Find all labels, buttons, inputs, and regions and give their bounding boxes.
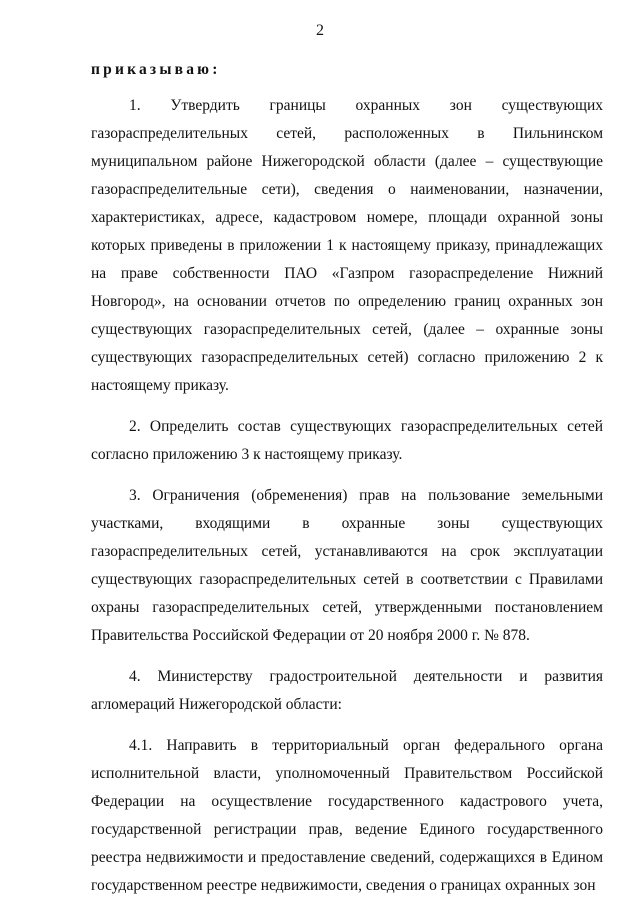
order-heading: приказываю: bbox=[91, 61, 221, 78]
paragraph-4: 4. Министерству градостроительной деятельности и развития агломераций Нижегородской области: bbox=[91, 668, 603, 713]
paragraph-2: 2. Определить состав существующих газораспределительных сетей согласно приложению 3 к настоящему приказу. bbox=[91, 418, 603, 463]
paragraph-1: 1. Утвердить границы охранных зон существующих газораспределительных сетей, расположенных в Пильнинском муниципальном районе Нижегородской области (далее – существующие газораспределительные сети), сведения о наименовании, назначении, характеристиках, адресе, кадастровом номере, площади охранной зоны которых приведены в приложении 1 к настоящему приказу, принадлежащих на праве собственности ПАО «Газпром газораспределение Нижний Новгород», на основании отчетов по определению границ охранных зон существующих газораспределительных сетей, (далее – охранные зоны существующих газораспределительных сетей) согласно приложению 2 к настоящему приказу. bbox=[91, 97, 603, 394]
paragraph-3: 3. Ограничения (обременения) прав на пользование земельными участками, входящими в охранные зоны существующих газораспределительных сетей, устанавливаются на срок эксплуатации существующих газораспределительных сетей в соответствии с Правилами охраны газораспределительных сетей, утвержденными постановлением Правительства Российской Федерации от 20 ноября 2000 г. № 878. bbox=[91, 487, 603, 644]
document-body bbox=[91, 92, 603, 900]
paragraph-4-1: 4.1. Направить в территориальный орган федерального органа исполнительной власти, уполномоченный Правительством Российской Федерации на осуществление государственного кадастрового учета, государственной регистрации прав, ведение Единого государственного реестра недвижимости и предоставление сведений, содержащихся в Едином государственном реестре недвижимости, сведения о границах охранных зон bbox=[91, 737, 603, 894]
page-number: 2 bbox=[316, 22, 324, 39]
